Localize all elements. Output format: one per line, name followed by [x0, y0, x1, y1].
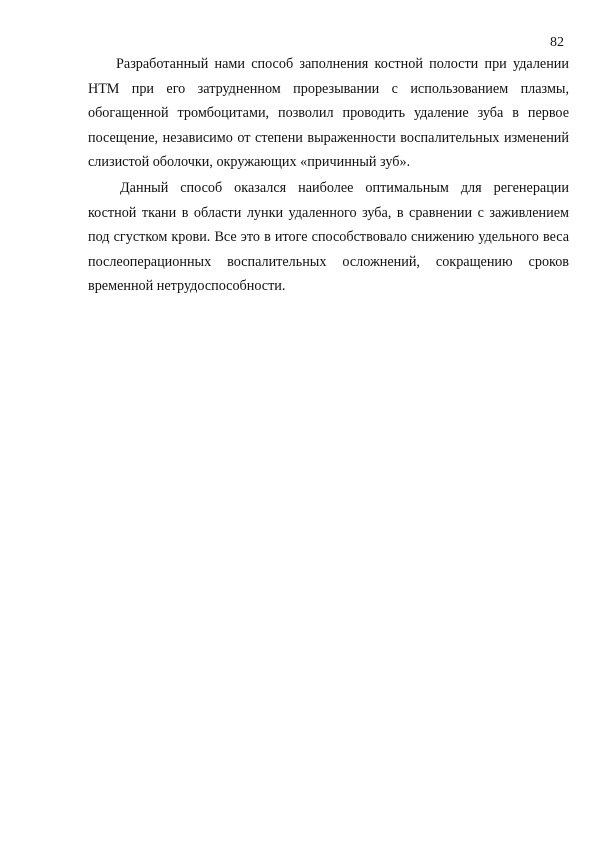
document-body — [88, 52, 569, 299]
paragraph-2: Данный способ оказался наиболее оптимальным для регенерации костной ткани в области лунки удаленного зуба, в сравнении с заживлением под сгустком крови. Все это в итоге способствовало снижению удельного веса послеоперационных воспалительных осложнений, сокращению сроков временной нетрудоспособности. — [88, 179, 569, 295]
page-number: 82 — [550, 35, 564, 50]
paragraph-1: Разработанный нами способ заполнения костной полости при удалении НТМ при его затрудненном прорезывании с использованием плазмы, обогащенной тромбоцитами, позволил проводить удаление зуба в первое посещение, независимо от степени выраженности воспалительных изменений слизистой оболочки, окружающих «причинный зуб». — [88, 56, 569, 171]
